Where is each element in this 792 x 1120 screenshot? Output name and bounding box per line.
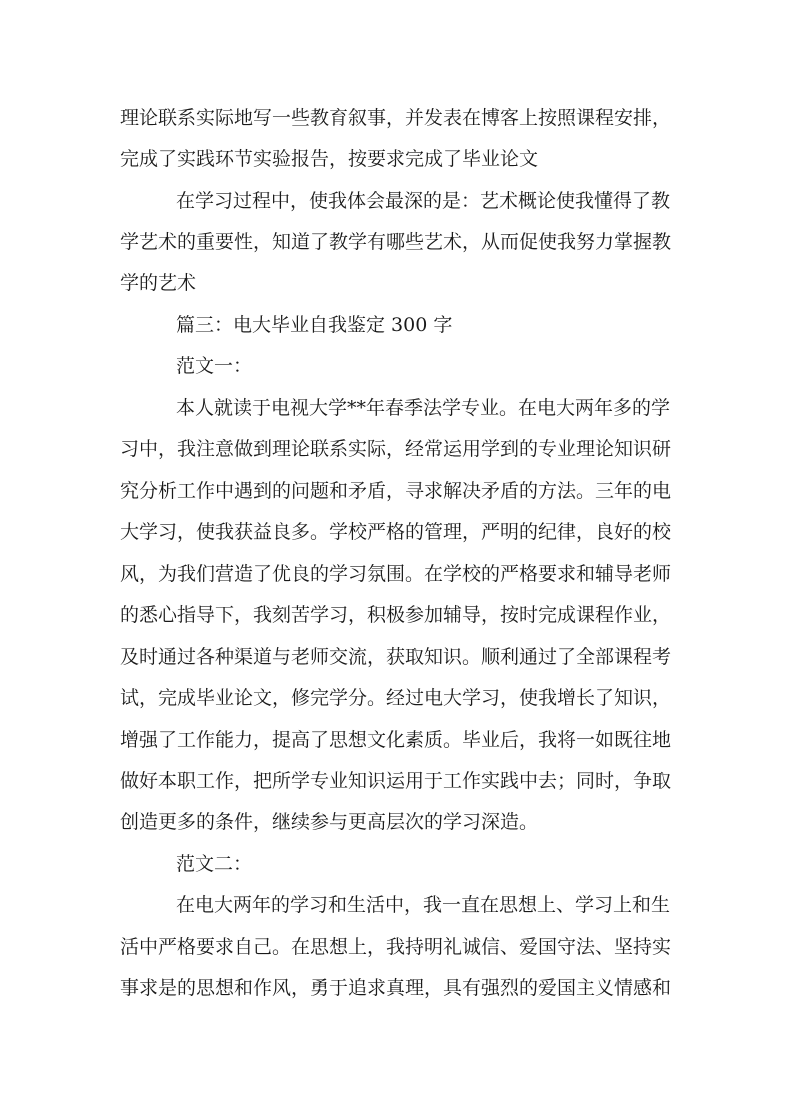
- text-line-4: 学艺术的重要性，知道了教学有哪些艺术，从而促使我努力掌握教: [120, 231, 672, 253]
- text-line-13: 的悉心指导下，我刻苦学习，积极参加辅导，按时完成课程作业，: [120, 604, 672, 626]
- section-heading: 篇三：电大毕业自我鉴定 300 字: [176, 314, 453, 336]
- sample-heading-1: 范文一：: [176, 355, 253, 377]
- text-line-10: 究分析工作中遇到的问题和矛盾，寻求解决矛盾的方法。三年的电: [120, 480, 672, 502]
- text-line-2: 完成了实践环节实验报告，按要求完成了毕业论文: [120, 148, 539, 170]
- text-line-22: 事求是的思想和作风，勇于追求真理，具有强烈的爱国主义情感和: [120, 977, 672, 999]
- text-line-1: 理论联系实际地写一些教育叙事，并发表在博客上按照课程安排，: [120, 107, 672, 129]
- text-line-18: 创造更多的条件，继续参与更高层次的学习深造。: [120, 811, 539, 833]
- text-line-5: 学的艺术: [120, 272, 197, 294]
- text-line-12: 风，为我们营造了优良的学习氛围。在学校的严格要求和辅导老师: [120, 563, 672, 585]
- paragraph-start-line: 在学习过程中，使我体会最深的是：艺术概论使我懂得了教: [176, 190, 671, 212]
- text-line-16: 增强了工作能力，提高了思想文化素质。毕业后，我将一如既往地: [120, 729, 672, 751]
- text-line-15: 试，完成毕业论文，修完学分。经过电大学习，使我增长了知识，: [120, 687, 672, 709]
- paragraph-start-line: 本人就读于电视大学**年春季法学专业。在电大两年多的学: [176, 397, 671, 419]
- text-line-11: 大学习，使我获益良多。学校严格的管理，严明的纪律，良好的校: [120, 521, 672, 543]
- text-line-21: 活中严格要求自己。在思想上，我持明礼诚信、爱国守法、坚持实: [120, 936, 672, 958]
- text-line-17: 做好本职工作，把所学专业知识运用于工作实践中去；同时，争取: [120, 770, 672, 792]
- text-line-9: 习中，我注意做到理论联系实际，经常运用学到的专业理论知识研: [120, 438, 672, 460]
- sample-heading-2: 范文二：: [176, 853, 253, 875]
- paragraph-start-line: 在电大两年的学习和生活中，我一直在思想上、学习上和生: [176, 894, 671, 916]
- text-line-14: 及时通过各种渠道与老师交流，获取知识。顺利通过了全部课程考: [120, 646, 672, 668]
